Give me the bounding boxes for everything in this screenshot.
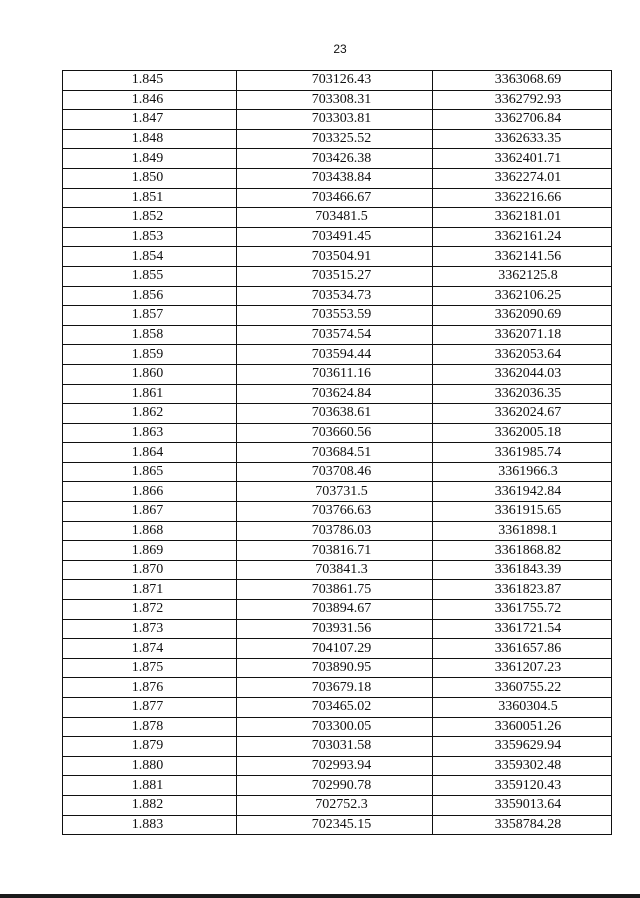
point-number-cell: 1.874 [63, 639, 237, 659]
y-coordinate-cell: 3361942.84 [433, 482, 612, 502]
x-coordinate-cell: 703731.5 [237, 482, 433, 502]
x-coordinate-cell: 702345.15 [237, 815, 433, 835]
y-coordinate-cell: 3362141.56 [433, 247, 612, 267]
table-row [63, 462, 612, 482]
table-row [63, 364, 612, 384]
x-coordinate-cell: 703515.27 [237, 266, 433, 286]
scan-edge-shadow [0, 894, 640, 898]
y-coordinate-cell: 3362090.69 [433, 306, 612, 326]
y-coordinate-cell: 3361915.65 [433, 502, 612, 522]
point-number-cell: 1.850 [63, 168, 237, 188]
point-number-cell: 1.870 [63, 560, 237, 580]
table-row [63, 129, 612, 149]
x-coordinate-cell: 704107.29 [237, 639, 433, 659]
table-row [63, 384, 612, 404]
x-coordinate-cell: 703426.38 [237, 149, 433, 169]
y-coordinate-cell: 3362024.67 [433, 404, 612, 424]
point-number-cell: 1.882 [63, 795, 237, 815]
x-coordinate-cell: 702990.78 [237, 776, 433, 796]
table-row [63, 168, 612, 188]
table-row [63, 482, 612, 502]
table-row [63, 306, 612, 326]
x-coordinate-cell: 703660.56 [237, 423, 433, 443]
point-number-cell: 1.849 [63, 149, 237, 169]
table-row [63, 541, 612, 561]
x-coordinate-cell: 703894.67 [237, 600, 433, 620]
point-number-cell: 1.864 [63, 443, 237, 463]
x-coordinate-cell: 703679.18 [237, 678, 433, 698]
x-coordinate-cell: 703466.67 [237, 188, 433, 208]
table-row [63, 639, 612, 659]
y-coordinate-cell: 3362044.03 [433, 364, 612, 384]
y-coordinate-cell: 3361898.1 [433, 521, 612, 541]
point-number-cell: 1.847 [63, 110, 237, 130]
point-number-cell: 1.862 [63, 404, 237, 424]
x-coordinate-cell: 703624.84 [237, 384, 433, 404]
table-row [63, 149, 612, 169]
table-row [63, 404, 612, 424]
table-row [63, 580, 612, 600]
y-coordinate-cell: 3361657.86 [433, 639, 612, 659]
table-row [63, 717, 612, 737]
point-number-cell: 1.872 [63, 600, 237, 620]
table-row [63, 521, 612, 541]
table-row [63, 423, 612, 443]
y-coordinate-cell: 3361985.74 [433, 443, 612, 463]
y-coordinate-cell: 3362401.71 [433, 149, 612, 169]
x-coordinate-cell: 703638.61 [237, 404, 433, 424]
x-coordinate-cell: 703481.5 [237, 208, 433, 228]
point-number-cell: 1.876 [63, 678, 237, 698]
table-row [63, 325, 612, 345]
y-coordinate-cell: 3362706.84 [433, 110, 612, 130]
table-row [63, 110, 612, 130]
table-row [63, 815, 612, 835]
page-number: 23 [333, 42, 347, 56]
point-number-cell: 1.879 [63, 737, 237, 757]
point-number-cell: 1.883 [63, 815, 237, 835]
x-coordinate-cell: 703325.52 [237, 129, 433, 149]
x-coordinate-cell: 703861.75 [237, 580, 433, 600]
point-number-cell: 1.856 [63, 286, 237, 306]
point-number-cell: 1.845 [63, 71, 237, 91]
x-coordinate-cell: 703708.46 [237, 462, 433, 482]
point-number-cell: 1.866 [63, 482, 237, 502]
y-coordinate-cell: 3362274.01 [433, 168, 612, 188]
point-number-cell: 1.863 [63, 423, 237, 443]
y-coordinate-cell: 3358784.28 [433, 815, 612, 835]
y-coordinate-cell: 3362036.35 [433, 384, 612, 404]
point-number-cell: 1.878 [63, 717, 237, 737]
x-coordinate-cell: 702993.94 [237, 756, 433, 776]
table-row [63, 443, 612, 463]
y-coordinate-cell: 3359629.94 [433, 737, 612, 757]
point-number-cell: 1.880 [63, 756, 237, 776]
table-row [63, 737, 612, 757]
point-number-cell: 1.869 [63, 541, 237, 561]
y-coordinate-cell: 3360304.5 [433, 698, 612, 718]
table-row [63, 560, 612, 580]
y-coordinate-cell: 3361868.82 [433, 541, 612, 561]
point-number-cell: 1.881 [63, 776, 237, 796]
y-coordinate-cell: 3362181.01 [433, 208, 612, 228]
table-row [63, 227, 612, 247]
x-coordinate-cell: 703300.05 [237, 717, 433, 737]
point-number-cell: 1.860 [63, 364, 237, 384]
table-row [63, 678, 612, 698]
x-coordinate-cell: 703786.03 [237, 521, 433, 541]
y-coordinate-cell: 3362792.93 [433, 90, 612, 110]
y-coordinate-cell: 3362125.8 [433, 266, 612, 286]
point-number-cell: 1.855 [63, 266, 237, 286]
table-row [63, 619, 612, 639]
table-row [63, 345, 612, 365]
y-coordinate-cell: 3361721.54 [433, 619, 612, 639]
y-coordinate-cell: 3362053.64 [433, 345, 612, 365]
point-number-cell: 1.848 [63, 129, 237, 149]
point-number-cell: 1.861 [63, 384, 237, 404]
table-row [63, 658, 612, 678]
point-number-cell: 1.851 [63, 188, 237, 208]
point-number-cell: 1.877 [63, 698, 237, 718]
x-coordinate-cell: 703594.44 [237, 345, 433, 365]
x-coordinate-cell: 703890.95 [237, 658, 433, 678]
table-row [63, 756, 612, 776]
y-coordinate-cell: 3362005.18 [433, 423, 612, 443]
x-coordinate-cell: 703438.84 [237, 168, 433, 188]
point-number-cell: 1.852 [63, 208, 237, 228]
x-coordinate-cell: 703534.73 [237, 286, 433, 306]
table-row [63, 188, 612, 208]
table-row [63, 776, 612, 796]
point-number-cell: 1.858 [63, 325, 237, 345]
x-coordinate-cell: 703308.31 [237, 90, 433, 110]
table-row [63, 266, 612, 286]
y-coordinate-cell: 3359120.43 [433, 776, 612, 796]
coordinates-table [62, 70, 612, 835]
x-coordinate-cell: 703684.51 [237, 443, 433, 463]
x-coordinate-cell: 703303.81 [237, 110, 433, 130]
y-coordinate-cell: 3362106.25 [433, 286, 612, 306]
x-coordinate-cell: 703553.59 [237, 306, 433, 326]
y-coordinate-cell: 3361755.72 [433, 600, 612, 620]
x-coordinate-cell: 703611.16 [237, 364, 433, 384]
x-coordinate-cell: 703766.63 [237, 502, 433, 522]
x-coordinate-cell: 703465.02 [237, 698, 433, 718]
y-coordinate-cell: 3363068.69 [433, 71, 612, 91]
point-number-cell: 1.873 [63, 619, 237, 639]
table-row [63, 286, 612, 306]
table-row [63, 208, 612, 228]
point-number-cell: 1.859 [63, 345, 237, 365]
table-row [63, 600, 612, 620]
x-coordinate-cell: 703491.45 [237, 227, 433, 247]
point-number-cell: 1.871 [63, 580, 237, 600]
table-row [63, 71, 612, 91]
point-number-cell: 1.868 [63, 521, 237, 541]
x-coordinate-cell: 703574.54 [237, 325, 433, 345]
table-row [63, 502, 612, 522]
y-coordinate-cell: 3361966.3 [433, 462, 612, 482]
point-number-cell: 1.853 [63, 227, 237, 247]
point-number-cell: 1.854 [63, 247, 237, 267]
point-number-cell: 1.867 [63, 502, 237, 522]
y-coordinate-cell: 3360051.26 [433, 717, 612, 737]
x-coordinate-cell: 702752.3 [237, 795, 433, 815]
x-coordinate-cell: 703841.3 [237, 560, 433, 580]
y-coordinate-cell: 3359013.64 [433, 795, 612, 815]
x-coordinate-cell: 703031.58 [237, 737, 433, 757]
y-coordinate-cell: 3362633.35 [433, 129, 612, 149]
y-coordinate-cell: 3362216.66 [433, 188, 612, 208]
x-coordinate-cell: 703816.71 [237, 541, 433, 561]
y-coordinate-cell: 3361207.23 [433, 658, 612, 678]
x-coordinate-cell: 703504.91 [237, 247, 433, 267]
table-row [63, 698, 612, 718]
y-coordinate-cell: 3362071.18 [433, 325, 612, 345]
x-coordinate-cell: 703126.43 [237, 71, 433, 91]
y-coordinate-cell: 3360755.22 [433, 678, 612, 698]
table-body [63, 71, 612, 835]
y-coordinate-cell: 3359302.48 [433, 756, 612, 776]
y-coordinate-cell: 3362161.24 [433, 227, 612, 247]
table-row [63, 247, 612, 267]
point-number-cell: 1.875 [63, 658, 237, 678]
x-coordinate-cell: 703931.56 [237, 619, 433, 639]
table-row [63, 795, 612, 815]
point-number-cell: 1.846 [63, 90, 237, 110]
point-number-cell: 1.857 [63, 306, 237, 326]
point-number-cell: 1.865 [63, 462, 237, 482]
y-coordinate-cell: 3361843.39 [433, 560, 612, 580]
table-row [63, 90, 612, 110]
y-coordinate-cell: 3361823.87 [433, 580, 612, 600]
